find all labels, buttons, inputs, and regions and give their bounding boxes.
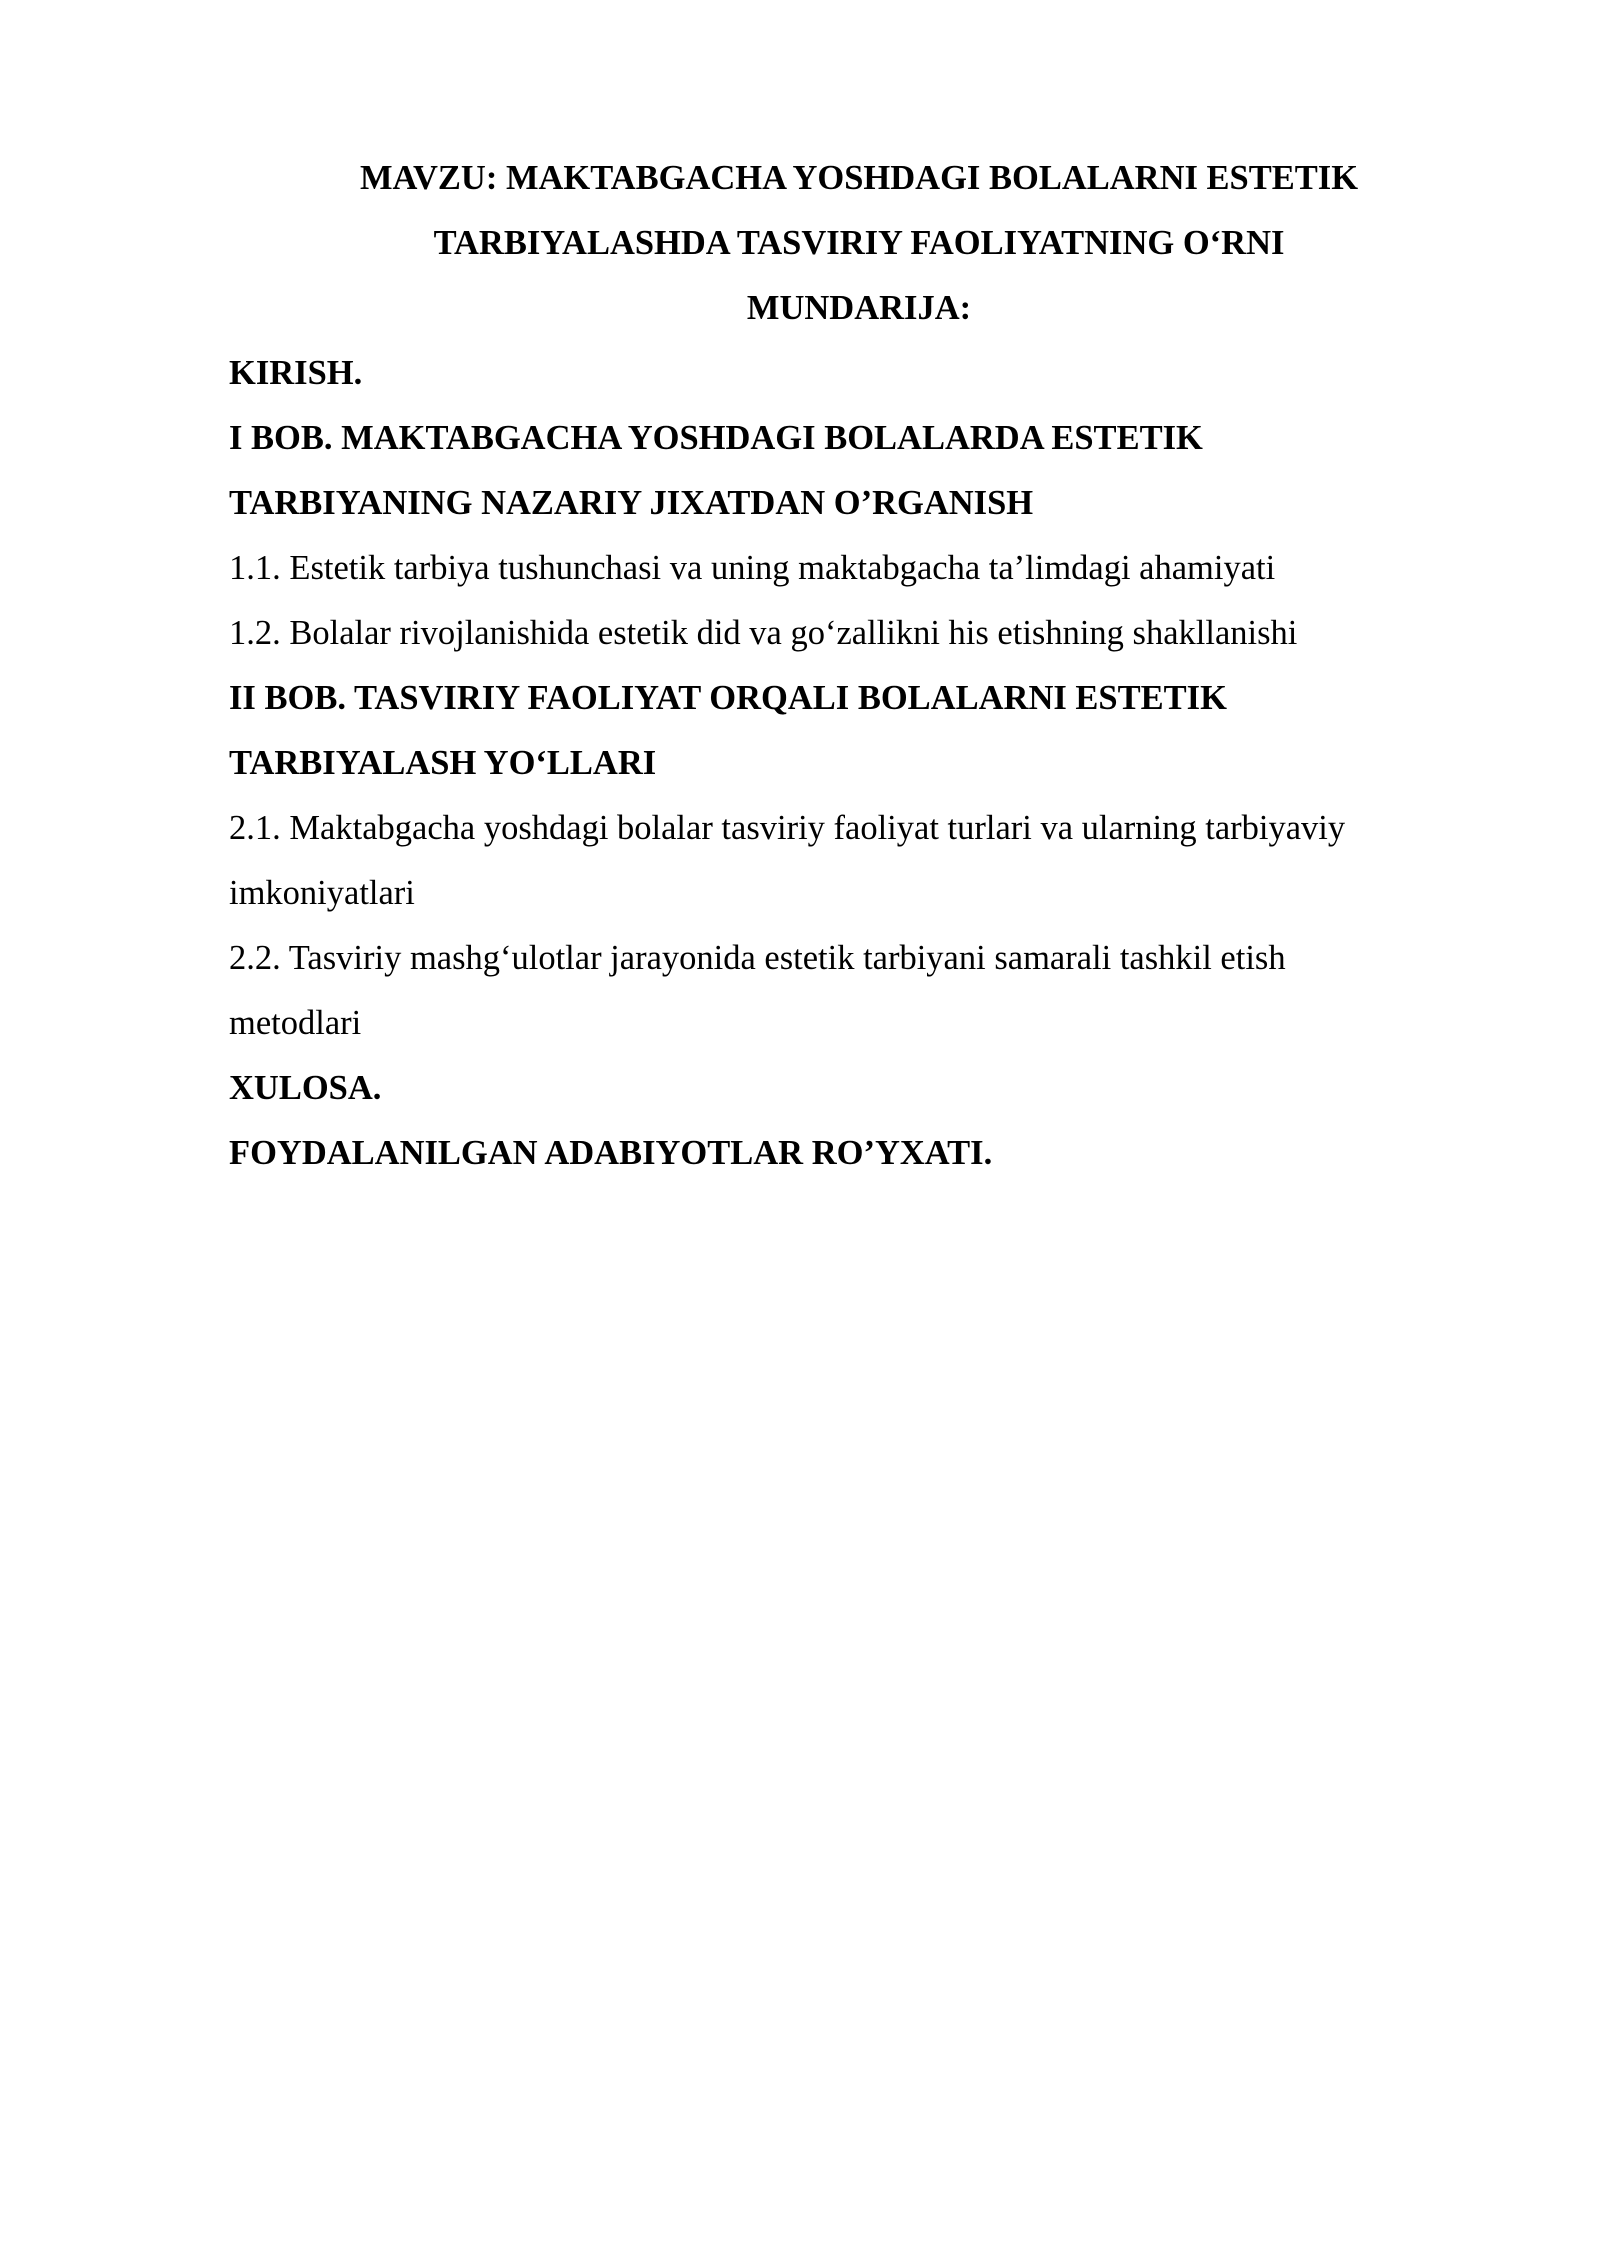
title-line-2: TARBIYALASHDA TASVIRIY FAOLIYATNING O‘RNI	[433, 224, 1285, 262]
section-2-2-entry-line-2: metodlari	[229, 1004, 362, 1042]
section-2-1-entry-line-1: 2.1. Maktabgacha yoshdagi bolalar tasviriy faoliyat turlari va ularning tarbiyaviy	[229, 809, 1346, 847]
section-1-2-entry: 1.2. Bolalar rivojlanishida estetik did va go‘zallikni his etishning shakllanishi	[229, 614, 1298, 652]
table-of-contents	[229, 146, 1459, 1186]
title-line-1: MAVZU: MAKTABGACHA YOSHDAGI BOLALARNI ESTETIK	[359, 159, 1359, 197]
chapter-2-title-line-2: TARBIYALASH YO‘LLARI	[229, 744, 657, 782]
introduction-entry: KIRISH.	[229, 354, 363, 392]
section-2-1-entry-line-2: imkoniyatlari	[229, 874, 415, 912]
chapter-1-title-line-2: TARBIYANING NAZARIY JIXATDAN O’RGANISH	[229, 484, 1034, 522]
conclusion-entry: XULOSA.	[229, 1069, 382, 1107]
references-entry: FOYDALANILGAN ADABIYOTLAR RO’YXATI.	[229, 1134, 993, 1172]
section-1-1-entry: 1.1. Estetik tarbiya tushunchasi va uning maktabgacha ta’limdagi ahamiyati	[229, 549, 1276, 587]
section-2-2-entry-line-1: 2.2. Tasviriy mashg‘ulotlar jarayonida estetik tarbiyani samarali tashkil etish	[229, 939, 1286, 977]
chapter-2-title-line-1: II BOB. TASVIRIY FAOLIYAT ORQALI BOLALARNI ESTETIK	[229, 679, 1227, 717]
chapter-1-title-line-1: I BOB. MAKTABGACHA YOSHDAGI BOLALARDA ESTETIK	[229, 419, 1203, 457]
contents-heading: MUNDARIJA:	[746, 289, 972, 327]
